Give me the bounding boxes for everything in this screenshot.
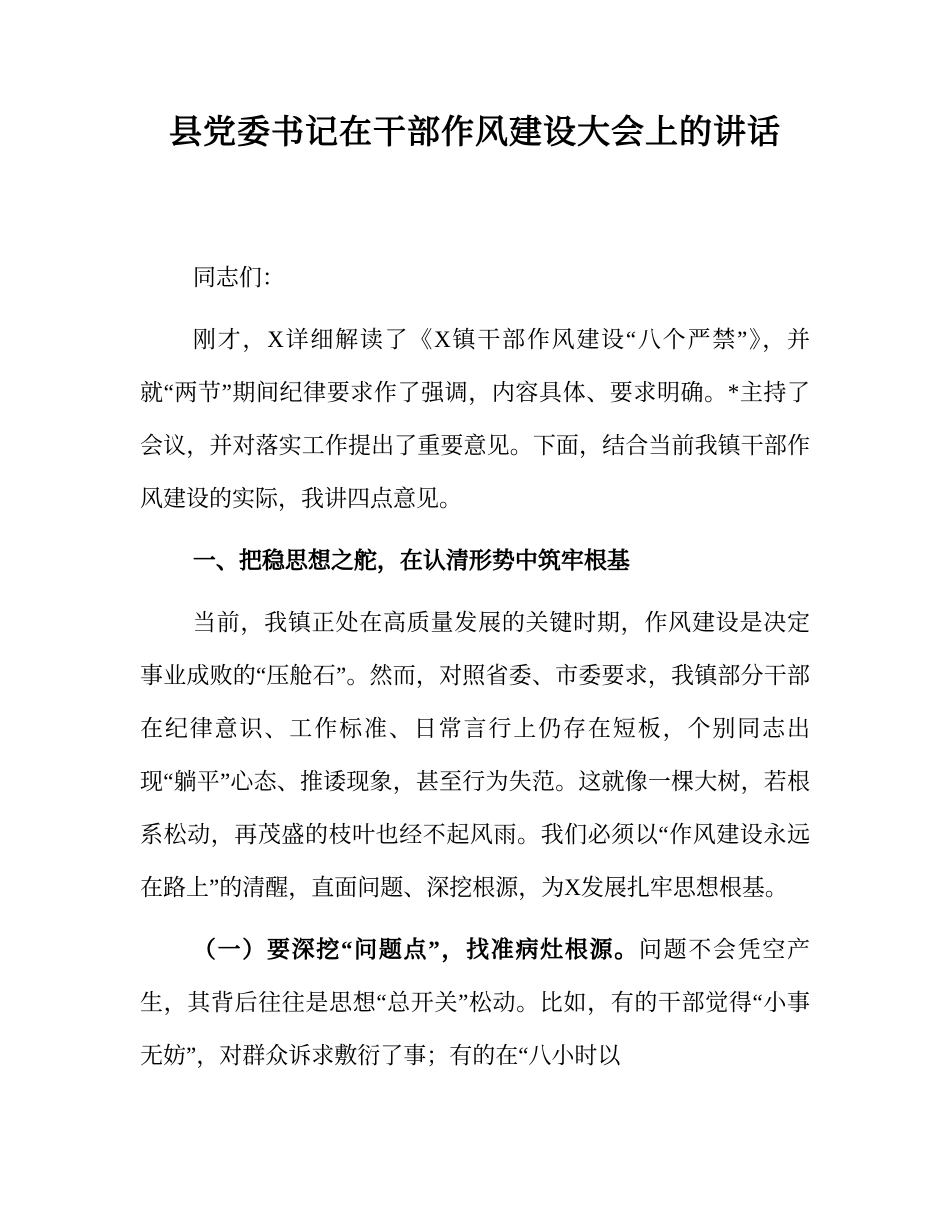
paragraph-intro: 刚才，X详细解读了《X镇干部作风建设“八个严禁”》，并就“两节”期间纪律要求作了强调，内容具体、要求明确。*主持了会议，并对落实工作提出了重要意见。下面，结合当前我镇干部作风建设的实际，我讲四点意见。 — [140, 326, 810, 511]
paragraph-section-1-body: 当前，我镇正处在高质量发展的关键时期，作风建设是决定事业成败的“压舱石”。然而，对照省委、市委要求，我镇部分干部在纪律意识、工作标准、日常言行上仍存在短板，个别同志出现“躺平”心态、推诿现象，甚至行为失范。这就像一棵大树，若根系松动，再茂盛的枝叶也经不起风雨。我们必须以“作风建设永远在路上”的清醒，直面问题、深挖根源，为X发展扎牢思想根基。 — [140, 609, 810, 900]
document-title: 县党委书记在干部作风建设大会上的讲话 — [169, 115, 781, 151]
paragraph-subpoint-1 — [140, 923, 810, 1082]
section-heading-1: 一、把稳思想之舵，在认清形势中筑牢根基 — [192, 547, 630, 573]
subpoint-1-lead: （一）要深挖“问题点”，找准病灶根源。 — [192, 936, 639, 962]
paragraph-salutation: 同志们： — [192, 264, 285, 290]
subpoint-1-text: 问题不会凭空产生，其背后往往是思想“总开关”松动。比如，有的干部觉得“小事无妨”，对群众诉求敷衍了事；有的在“八小时以 — [140, 936, 811, 1068]
